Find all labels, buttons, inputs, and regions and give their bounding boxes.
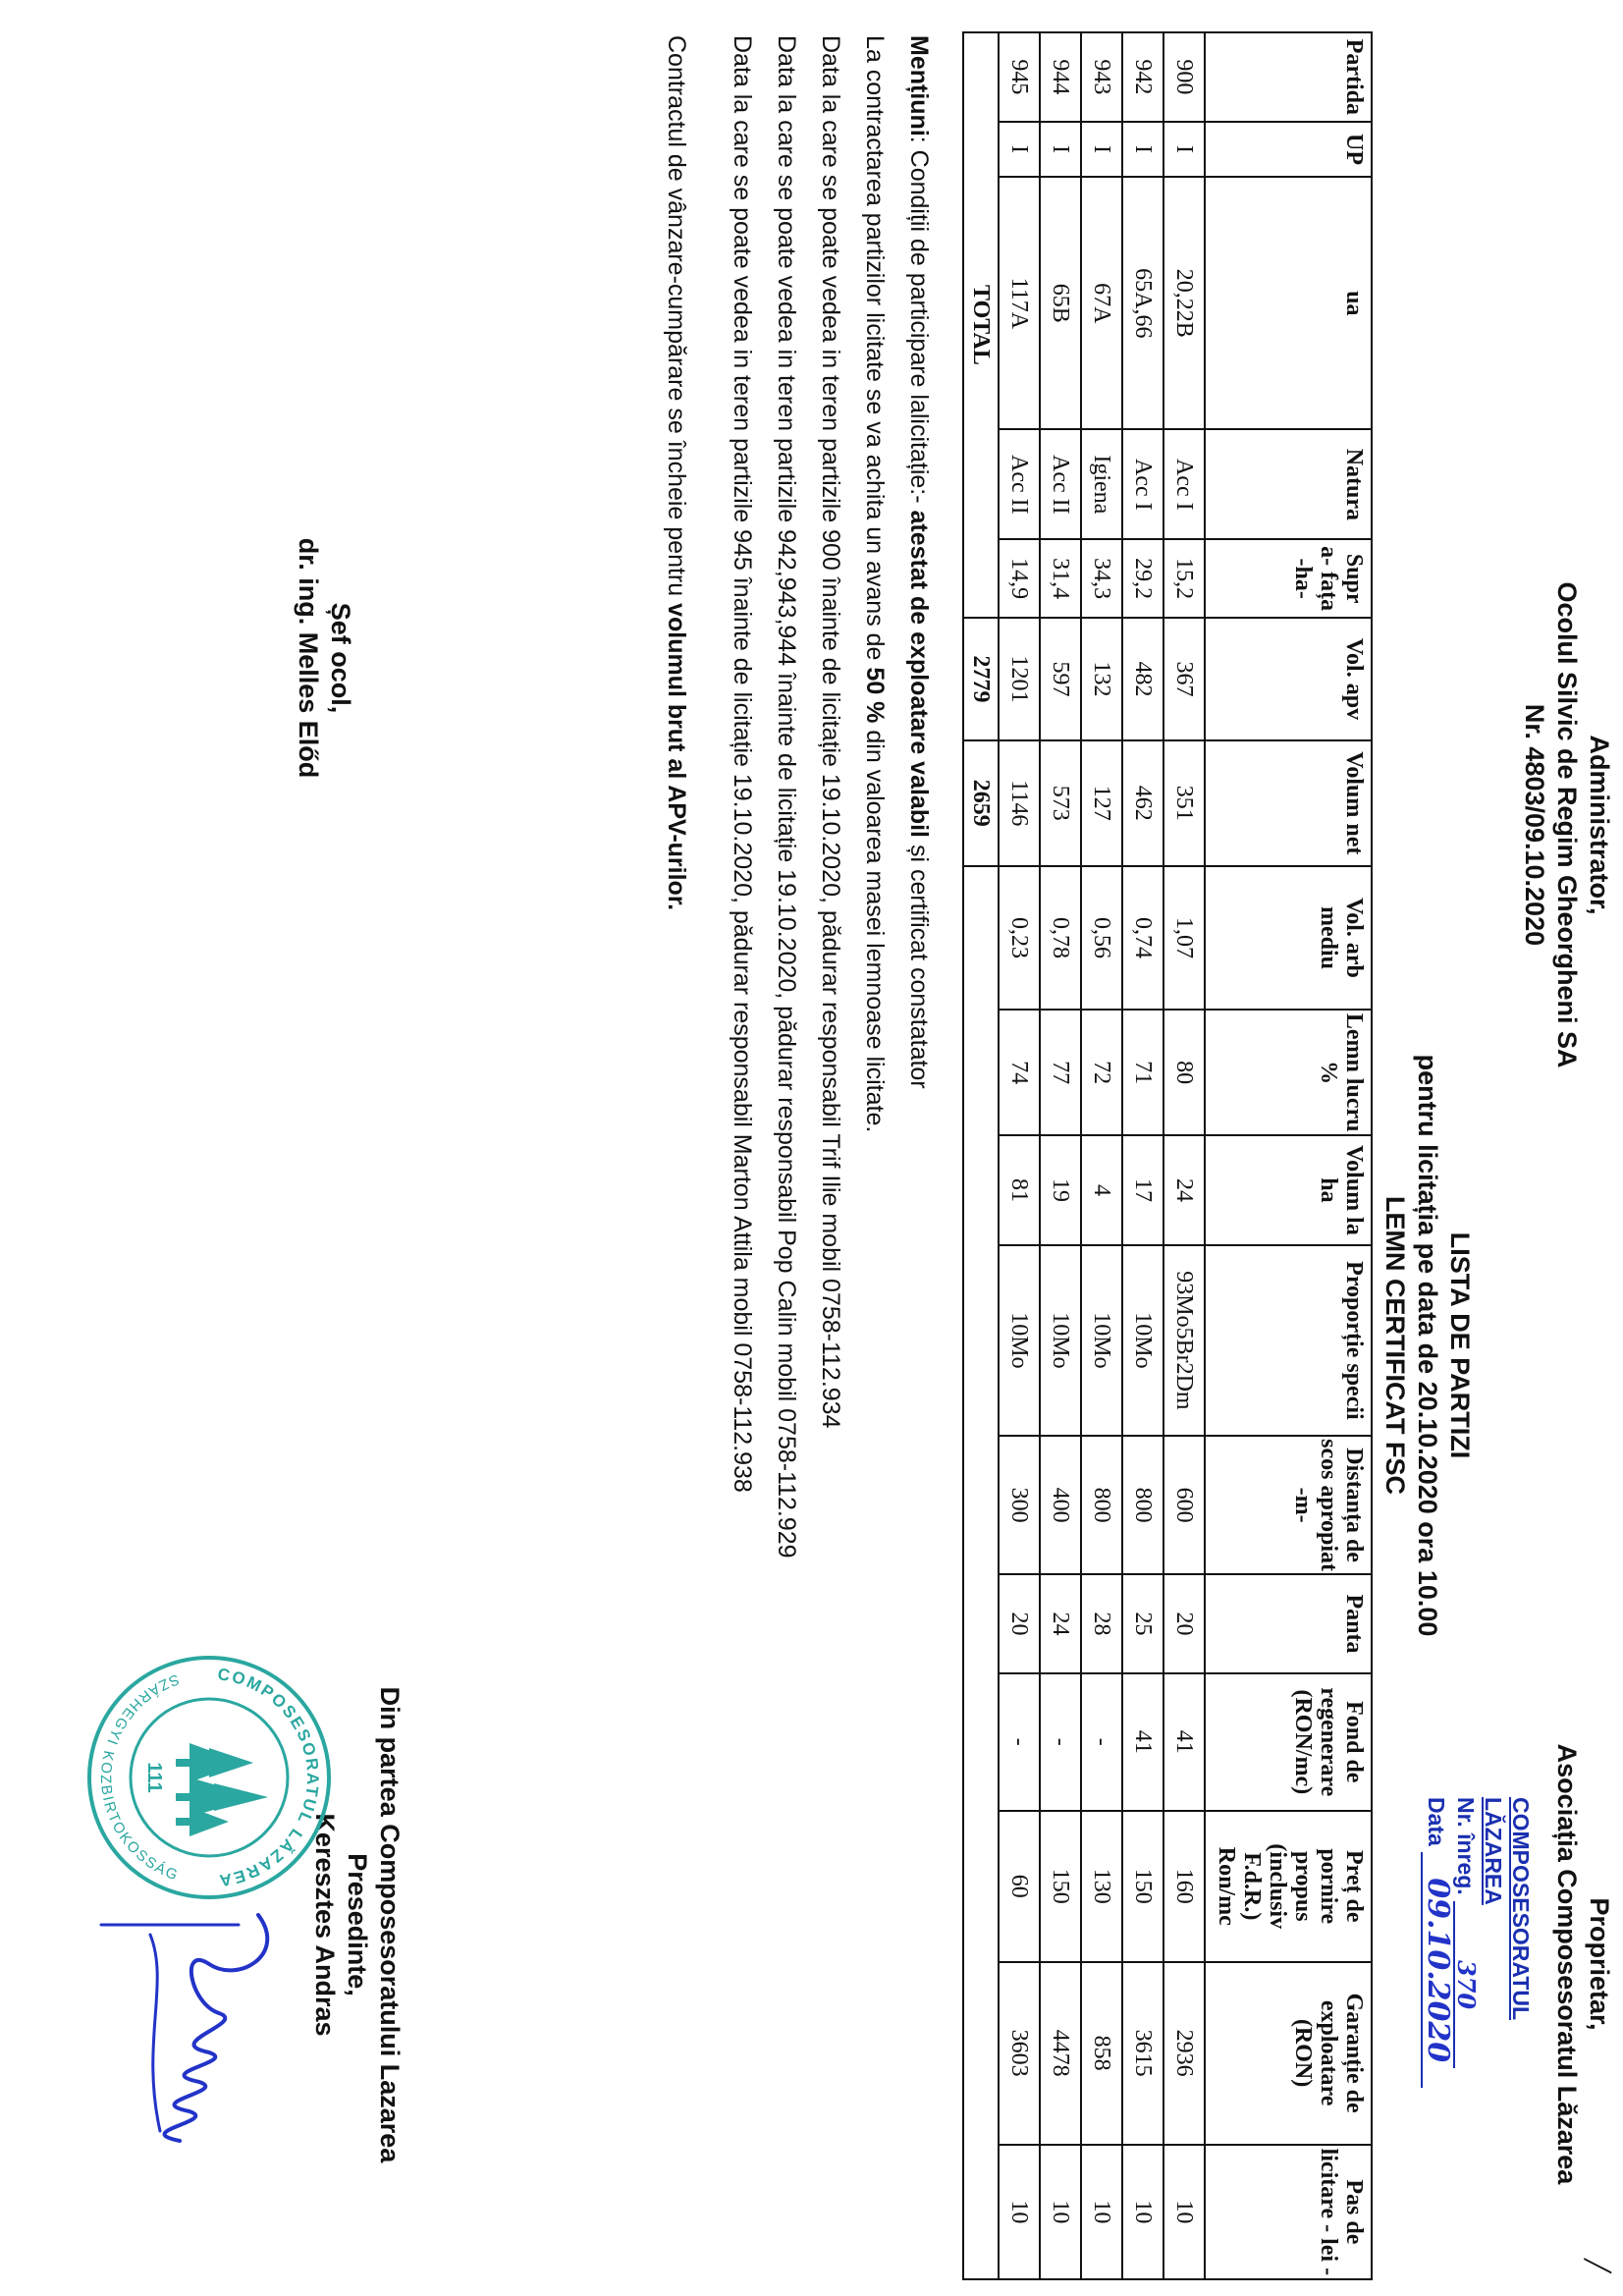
cell-up: I — [1122, 122, 1163, 178]
cell-vol-apv: 482 — [1122, 618, 1163, 740]
note-avans-a: La contractarea partizilor licitate se va achita un avans de — [861, 35, 889, 661]
col-header-natura: Natura — [1205, 429, 1372, 539]
cell-fond: 41 — [1163, 1673, 1205, 1811]
cell-vol-arb: 0,74 — [1122, 866, 1163, 1011]
signature-left — [292, 412, 356, 903]
cell-fond: - — [1081, 1673, 1122, 1811]
title-line-1: LISTA DE PARTIZI — [1445, 1231, 1475, 1459]
table-row — [1081, 32, 1122, 2279]
cell-panta: 20 — [1163, 1574, 1205, 1672]
cell-pas: 10 — [1040, 2145, 1081, 2279]
cell-volum-net: 1146 — [999, 740, 1040, 865]
note-mentiuni-bold: atestat de exploatare valabil — [905, 510, 933, 838]
admin-number: Nr. 4803/09.10.2020 — [1520, 703, 1549, 947]
admin-label: Administrator, — [1585, 735, 1614, 915]
col-header-up: UP — [1205, 122, 1372, 178]
cell-pret: 150 — [1040, 1811, 1081, 1962]
sig-right-name: Keresztes Andras — [310, 1813, 340, 2037]
partizi-table — [962, 31, 1373, 2280]
cell-lemn-lucru: 80 — [1163, 1010, 1205, 1134]
cell-up: I — [999, 122, 1040, 178]
cell-natura: Acc II — [999, 429, 1040, 539]
seal-trees — [176, 1743, 268, 1836]
note-teren-2: Data la care se poate vedea in teren partizile 942,943,944 înainte de licitație 19.10.2020, pădurar responsabil Pop Calin mobil 0758-112.929 — [773, 35, 800, 1558]
cell-panta: 25 — [1122, 1574, 1163, 1672]
cell-fond: 41 — [1122, 1673, 1163, 1811]
col-header-pas: Pas de licitare - lei - — [1205, 2145, 1372, 2279]
col-header-vol-apv: Vol. apv — [1205, 618, 1372, 740]
cell-volum-ha: 24 — [1163, 1135, 1205, 1245]
margin-mark-icon: ╱ — [1584, 2259, 1610, 2273]
registration-number-row — [1452, 1797, 1480, 2121]
table-row — [1040, 32, 1081, 2279]
cell-up: I — [1163, 122, 1205, 178]
cell-ua: 65B — [1040, 177, 1081, 429]
registration-date-label: Data — [1424, 1797, 1449, 1846]
sig-right-org: Din partea Composesoratului Lazarea — [375, 1686, 405, 2163]
cell-pret: 60 — [999, 1811, 1040, 1962]
cell-proportie: 10Mo — [1081, 1245, 1122, 1436]
col-header-ua: ua — [1205, 177, 1372, 429]
table-row — [999, 32, 1040, 2279]
cell-garantie: 3615 — [1122, 1962, 1163, 2145]
cell-natura: Igiena — [1081, 429, 1122, 539]
cell-pret: 130 — [1081, 1811, 1122, 1962]
col-header-garantie: Garanție de exploatare (RON) — [1205, 1962, 1372, 2145]
cell-garantie: 2936 — [1163, 1962, 1205, 2145]
cell-pas: 10 — [1163, 2145, 1205, 2279]
owner-name: Asociația Composesoratul Lăzarea — [1552, 1743, 1582, 2185]
cell-panta: 24 — [1040, 1574, 1081, 1672]
svg-text:111: 111 — [143, 1762, 165, 1793]
table-row — [1122, 32, 1163, 2279]
notes-block — [654, 35, 941, 1901]
total-volum-net: 2659 — [963, 740, 999, 865]
title-line-3: LEMN CERTIFICAT FSC — [1380, 1196, 1410, 1495]
note-contract-a: Contractul de vânzare-cumpărare se încheie pentru — [663, 35, 690, 597]
cell-vol-apv: 597 — [1040, 618, 1081, 740]
cell-distanta: 300 — [999, 1436, 1040, 1575]
col-header-lemn-lucru: Lemn lucru % — [1205, 1010, 1372, 1134]
note-avans-b: din valoarea masei lemnoase licitate. — [861, 730, 889, 1133]
cell-volum-net: 573 — [1040, 740, 1081, 865]
col-header-pret: Preț de pornire propus (inclusiv F.d.R.) Ron/mc — [1205, 1811, 1372, 1962]
registration-org: COMPOSESORATUL LĂZAREA — [1481, 1797, 1534, 2021]
cell-vol-arb: 0,78 — [1040, 866, 1081, 1011]
cell-volum-ha: 17 — [1122, 1135, 1163, 1245]
registration-nr-label: Nr. înreg. — [1453, 1797, 1479, 1895]
table-row — [1163, 32, 1205, 2279]
total-label: TOTAL — [963, 32, 999, 618]
col-header-volum-ha: Volum la ha — [1205, 1135, 1372, 1245]
cell-garantie: 858 — [1081, 1962, 1122, 2145]
col-header-fond: Fond de regenerare (RON/mc) — [1205, 1673, 1372, 1811]
cell-distanta: 400 — [1040, 1436, 1081, 1575]
cell-vol-arb: 0,23 — [999, 866, 1040, 1011]
cell-pret: 150 — [1122, 1811, 1163, 1962]
cell-panta: 20 — [999, 1574, 1040, 1672]
col-header-distanta: Distanța de scos apropiat -m- — [1205, 1436, 1372, 1575]
cell-distanta: 800 — [1122, 1436, 1163, 1575]
cell-partida: 900 — [1163, 32, 1205, 122]
admin-name: Ocolul Silvic de Regim Gheorgheni SA — [1552, 581, 1582, 1068]
cell-ua: 65A,66 — [1122, 177, 1163, 429]
owner-block — [1550, 1689, 1615, 2239]
cell-ua: 117A — [999, 177, 1040, 429]
cell-volum-ha: 81 — [999, 1135, 1040, 1245]
cell-pas: 10 — [999, 2145, 1040, 2279]
administrator-block — [1518, 550, 1615, 1100]
table-header-row — [1205, 32, 1372, 2279]
note-mentiuni-end: și certificat constatator — [905, 844, 933, 1089]
cell-volum-net: 127 — [1081, 740, 1122, 865]
cell-fond: - — [999, 1673, 1040, 1811]
cell-ua: 20,22B — [1163, 177, 1205, 429]
svg-text:SZÁRHEGYI KOZBIRTOKOSSÁG: SZÁRHEGYI KOZBIRTOKOSSÁG — [96, 1670, 182, 1885]
cell-proportie: 93Mo5Br2Dm — [1163, 1245, 1205, 1436]
round-seal-icon — [81, 1650, 337, 1905]
col-header-suprafata: Supr a- fața -ha- — [1205, 539, 1372, 617]
cell-lemn-lucru: 77 — [1040, 1010, 1081, 1134]
cell-natura: Acc II — [1040, 429, 1081, 539]
note-avans-bold: 50 % — [861, 667, 889, 724]
cell-natura: Acc I — [1163, 429, 1205, 539]
cell-suprafata: 31,4 — [1040, 539, 1081, 617]
note-mentiuni-label: Mențiuni — [905, 35, 933, 137]
col-header-proportie: Proporție specii — [1205, 1245, 1372, 1436]
cell-proportie: 10Mo — [1122, 1245, 1163, 1436]
cell-ua: 67A — [1081, 177, 1122, 429]
note-contract — [654, 35, 698, 1901]
cell-proportie: 10Mo — [1040, 1245, 1081, 1436]
col-header-panta: Panta — [1205, 1574, 1372, 1672]
owner-label: Proprietar, — [1585, 1897, 1614, 2031]
note-teren-3: Data la care se poate vedea in teren partizile 945 înainte de licitație 19.10.2020, pădurar responsabil Marton Attila mobil 0758-112.938 — [729, 35, 756, 1493]
document-title — [1379, 1002, 1476, 1689]
sig-left-name: dr. ing. Melles Előd — [294, 537, 323, 779]
col-header-partida: Partida — [1205, 32, 1372, 122]
registration-date-row — [1421, 1797, 1455, 2121]
note-conditions — [896, 35, 941, 1901]
sig-right-title: Presedinte, — [343, 1853, 372, 1996]
cell-volum-net: 351 — [1163, 740, 1205, 865]
cell-lemn-lucru: 71 — [1122, 1010, 1163, 1134]
cell-distanta: 800 — [1081, 1436, 1122, 1575]
cell-volum-net: 462 — [1122, 740, 1163, 865]
cell-lemn-lucru: 72 — [1081, 1010, 1122, 1134]
cell-up: I — [1040, 122, 1081, 178]
cell-partida: 943 — [1081, 32, 1122, 122]
total-empty — [963, 866, 999, 2280]
cell-pret: 160 — [1163, 1811, 1205, 1962]
cell-garantie: 3603 — [999, 1962, 1040, 2145]
cell-lemn-lucru: 74 — [999, 1010, 1040, 1134]
handwritten-signature-icon — [72, 1895, 298, 2170]
cell-volum-ha: 19 — [1040, 1135, 1081, 1245]
col-header-vol-arb: Vol. arb mediu — [1205, 866, 1372, 1011]
col-header-volum-net: Volum net — [1205, 740, 1372, 865]
registration-nr-value: 370 — [1453, 1901, 1477, 2068]
cell-up: I — [1081, 122, 1122, 178]
cell-vol-apv: 132 — [1081, 618, 1122, 740]
cell-vol-arb: 0,56 — [1081, 866, 1122, 1011]
cell-natura: Acc I — [1122, 429, 1163, 539]
cell-pas: 10 — [1122, 2145, 1163, 2279]
cell-vol-apv: 367 — [1163, 618, 1205, 740]
cell-suprafata: 15,2 — [1163, 539, 1205, 617]
cell-suprafata: 34,3 — [1081, 539, 1122, 617]
sig-left-title: Șef ocol, — [326, 602, 355, 714]
cell-partida: 942 — [1122, 32, 1163, 122]
cell-distanta: 600 — [1163, 1436, 1205, 1575]
total-vol-apv: 2779 — [963, 618, 999, 740]
svg-text:COMPOSESORATUL LĂZAREA: COMPOSESORATUL LĂZAREA — [216, 1665, 323, 1890]
cell-vol-arb: 1,07 — [1163, 866, 1205, 1011]
cell-garantie: 4478 — [1040, 1962, 1081, 2145]
cell-suprafata: 29,2 — [1122, 539, 1163, 617]
cell-fond: - — [1040, 1673, 1081, 1811]
cell-suprafata: 14,9 — [999, 539, 1040, 617]
cell-proportie: 10Mo — [999, 1245, 1040, 1436]
cell-pas: 10 — [1081, 2145, 1122, 2279]
note-teren-1: Data la care se poate vedea in teren partizile 900 înainte de licitație 19.10.2020, pădurar responsabil Trif Ilie mobil 0758-112.934 — [817, 35, 844, 1429]
cell-partida: 944 — [1040, 32, 1081, 122]
cell-partida: 945 — [999, 32, 1040, 122]
cell-volum-ha: 4 — [1081, 1135, 1122, 1245]
note-avans — [852, 35, 896, 1901]
registration-stamp — [1421, 1797, 1535, 2121]
note-mentiuni-text: : Condiții de participare lalicitație:- — [905, 136, 933, 504]
table-total-row — [963, 32, 999, 2279]
cell-panta: 28 — [1081, 1574, 1122, 1672]
registration-date-value: 09.10.2020 — [1421, 1852, 1452, 2088]
title-line-2: pentru licitația pe data de 20.10.2020 ora 10.00 — [1413, 1054, 1442, 1637]
cell-vol-apv: 1201 — [999, 618, 1040, 740]
note-contract-bold: volumul brut al APV-urilor. — [663, 603, 690, 911]
